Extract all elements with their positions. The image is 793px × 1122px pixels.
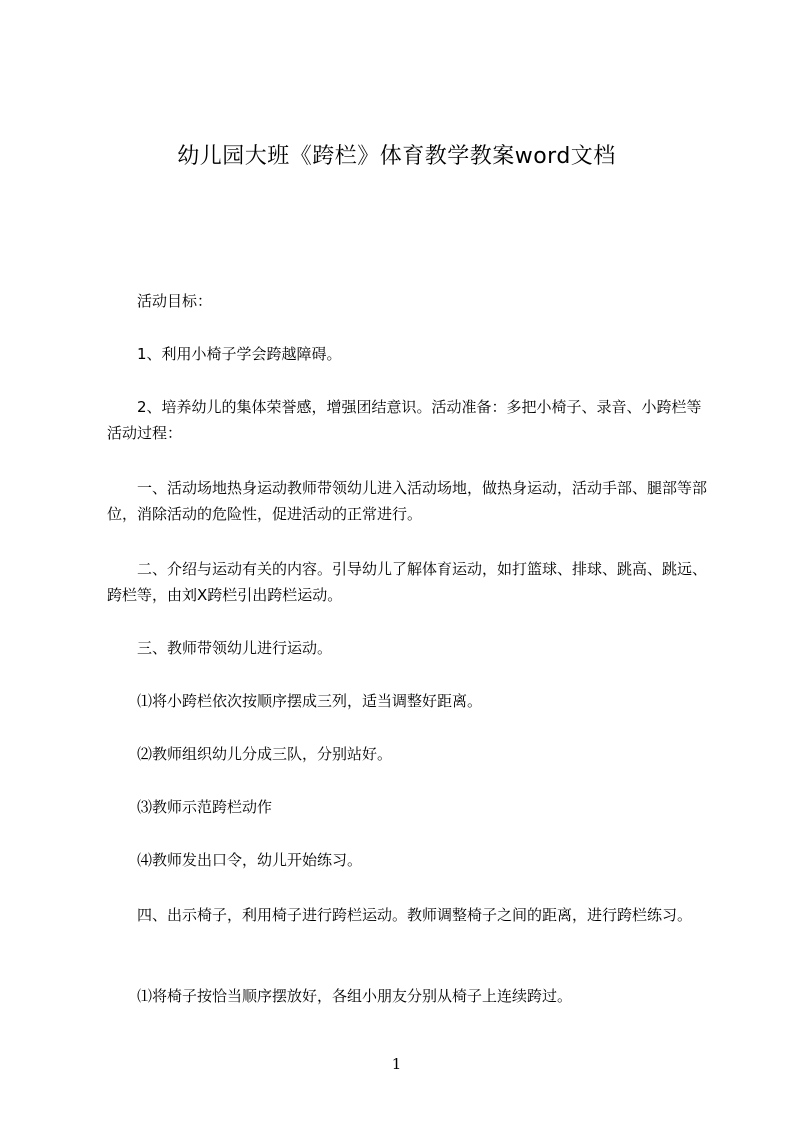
paragraph-step-3-item-1: ⑴将小跨栏依次按顺序摆成三列，适当调整好距离。 <box>137 692 483 710</box>
paragraph-objective-1: 1、利用小椅子学会跨越障碍。 <box>137 345 342 363</box>
document-title: 幼儿园大班《跨栏》体育教学教案word文档 <box>177 144 616 169</box>
paragraph-step-1: 一、活动场地热身运动教师带领幼儿进入活动场地，做热身运动，活动手部、腿部等部位，消除活动的危险性，促进活动的正常进行。 <box>107 479 708 523</box>
paragraph-step-2: 二、介绍与运动有关的内容。引导幼儿了解体育运动，如打篮球、排球、跳高、跳远、跨栏等，由刘X跨栏引出跨栏运动。 <box>107 560 708 604</box>
paragraph-objective-2: 2、培养幼儿的集体荣誉感，增强团结意识。活动准备：多把小椅子、录音、小跨栏等活动过程： <box>107 398 702 442</box>
paragraph-step-4: 四、出示椅子，利用椅子进行跨栏运动。教师调整椅子之间的距离，进行跨栏练习。 <box>137 906 693 924</box>
paragraph-step-3-item-2: ⑵教师组织幼儿分成三队，分别站好。 <box>137 745 393 763</box>
paragraph-step-3: 三、教师带领幼儿进行运动。 <box>137 639 333 657</box>
paragraph-step-3-item-3: ⑶教师示范跨栏动作 <box>137 798 273 816</box>
page-number: 1 <box>391 1055 402 1073</box>
paragraph-step-4-item-1: ⑴将椅子按恰当顺序摆放好，各组小朋友分别从椅子上连续跨过。 <box>137 987 573 1005</box>
paragraph-step-3-item-4: ⑷教师发出口令，幼儿开始练习。 <box>137 851 363 869</box>
paragraph-objectives-heading: 活动目标： <box>137 292 213 310</box>
